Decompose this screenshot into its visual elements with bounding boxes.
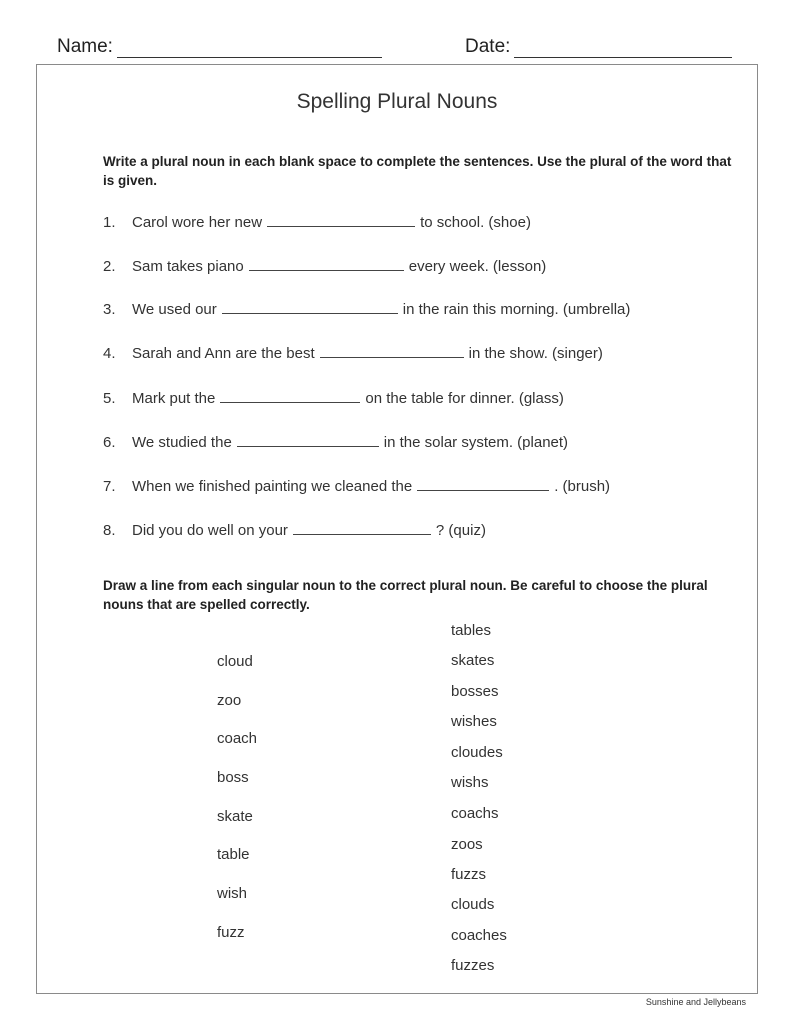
footer-credit: Sunshine and Jellybeans: [645, 997, 746, 1007]
plural-word[interactable]: fuzzs: [451, 866, 487, 883]
question-number: 4.: [103, 345, 116, 362]
question-number: 3.: [103, 301, 116, 318]
question-5: [103, 388, 564, 407]
answer-blank[interactable]: [293, 520, 431, 535]
question-3: [103, 299, 630, 318]
plural-word[interactable]: wishs: [451, 774, 489, 791]
question-text-before: Mark put the: [132, 390, 216, 407]
plural-word[interactable]: coaches: [451, 927, 507, 944]
date-field: [465, 36, 732, 58]
question-text-after: to school. (shoe): [420, 214, 531, 231]
singular-word[interactable]: skate: [217, 808, 253, 825]
answer-blank[interactable]: [249, 256, 404, 271]
plural-word[interactable]: fuzzes: [451, 957, 495, 974]
question-number: 8.: [103, 522, 116, 539]
question-text-after: in the solar system. (planet): [383, 434, 569, 451]
plural-word[interactable]: tables: [451, 622, 492, 639]
singular-word[interactable]: table: [217, 846, 250, 863]
question-8: [103, 520, 486, 539]
answer-blank[interactable]: [222, 299, 398, 314]
question-7: [103, 476, 610, 495]
answer-blank[interactable]: [417, 476, 549, 491]
question-text-before: Sarah and Ann are the best: [132, 345, 315, 362]
page-title: Spelling Plural Nouns: [296, 90, 498, 113]
plural-word[interactable]: coachs: [451, 805, 499, 822]
question-4: [103, 343, 603, 362]
plural-word[interactable]: wishes: [451, 713, 497, 730]
plural-word[interactable]: bosses: [451, 683, 499, 700]
question-1: [103, 212, 531, 231]
question-text-before: Sam takes piano: [132, 258, 244, 275]
section1-instructions: Write a plural noun in each blank space to complete the sentences. Use the plural of the word that is given.: [103, 154, 732, 188]
plural-word[interactable]: zoos: [451, 836, 483, 853]
plural-word[interactable]: clouds: [451, 896, 495, 913]
question-number: 2.: [103, 258, 116, 275]
singular-word[interactable]: wish: [217, 885, 248, 902]
question-text-after: every week. (lesson): [408, 258, 547, 275]
question-text-after: on the table for dinner. (glass): [365, 390, 564, 407]
date-label: Date:: [465, 36, 511, 57]
question-text-after: in the show. (singer): [468, 345, 603, 362]
question-text-before: Did you do well on your: [132, 522, 288, 539]
date-blank[interactable]: [514, 37, 732, 58]
plural-word[interactable]: cloudes: [451, 744, 503, 761]
section2-instructions: Draw a line from each singular noun to the correct plural noun. Be careful to choose the plural nouns that are spelled correctly.: [103, 578, 708, 612]
name-field: [57, 36, 382, 58]
singular-word[interactable]: boss: [217, 769, 249, 786]
plural-word[interactable]: skates: [451, 652, 495, 669]
name-blank[interactable]: [117, 37, 382, 58]
singular-word[interactable]: fuzz: [217, 924, 245, 941]
singular-word[interactable]: coach: [217, 730, 258, 747]
question-number: 7.: [103, 478, 116, 495]
singular-word[interactable]: cloud: [217, 653, 253, 670]
name-label: Name:: [57, 36, 113, 57]
singular-word[interactable]: zoo: [217, 692, 242, 709]
answer-blank[interactable]: [220, 388, 360, 403]
question-text-before: We used our: [132, 301, 217, 318]
question-2: [103, 256, 546, 275]
question-text-before: When we finished painting we cleaned the: [132, 478, 413, 495]
question-number: 5.: [103, 390, 116, 407]
question-text-after: in the rain this morning. (umbrella): [402, 301, 631, 318]
question-number: 1.: [103, 214, 116, 231]
question-text-before: We studied the: [132, 434, 232, 451]
question-text-after: ? (quiz): [435, 522, 486, 539]
question-number: 6.: [103, 434, 116, 451]
question-text-before: Carol wore her new: [132, 214, 263, 231]
question-6: [103, 432, 568, 451]
answer-blank[interactable]: [320, 343, 464, 358]
answer-blank[interactable]: [237, 432, 379, 447]
question-text-after: . (brush): [554, 478, 611, 495]
answer-blank[interactable]: [267, 212, 415, 227]
